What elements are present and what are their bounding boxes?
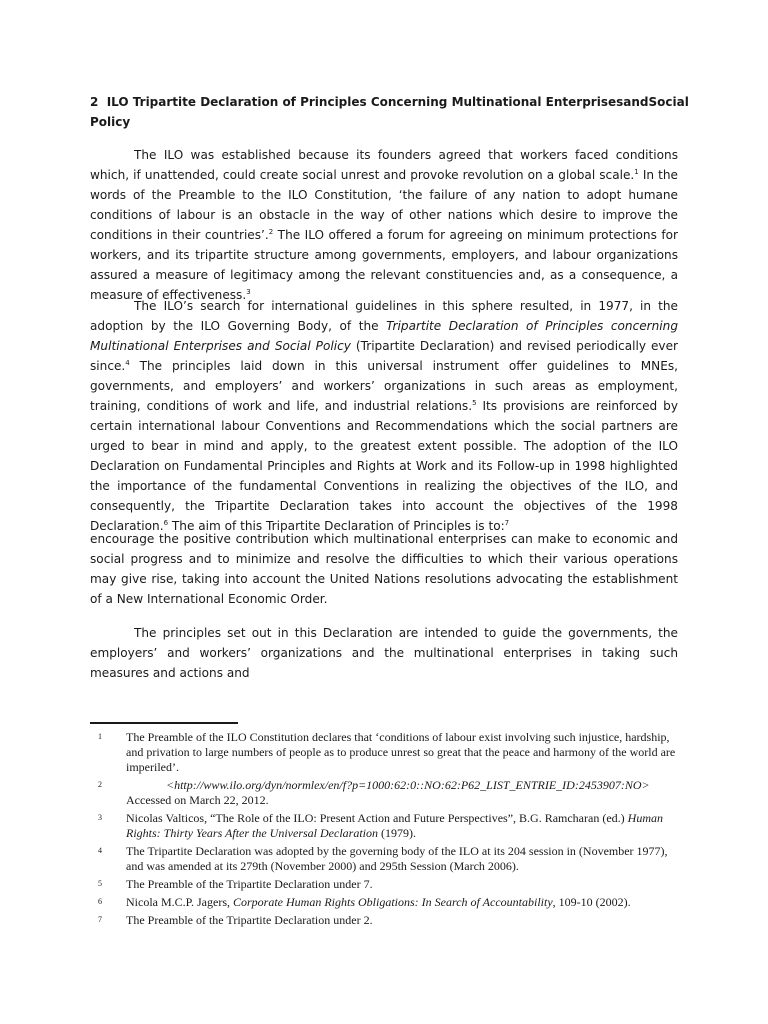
footnote-ref[interactable]: 1 [634,168,639,176]
footnote-5: 5 The Preamble of the Tripartite Declaration under 7. [98,877,373,891]
footnote-ref[interactable]: 2 [268,228,274,236]
declaration-title: Tripartite Declaration of Principles concerning Multinational Enterprises and Social Policy [90,319,678,353]
paragraph-1: The ILO was established because its founders agreed that workers faced conditions which, if unattended, could create social unrest and provoke revolution on a global scale.$^1$ In the words of the Preamble to the ILO Constitution, ‘the failure of any nation to adopt humane conditions of labour is an obstacle in the way of other nations which desire to improve the conditions in their countries’.$^2$ The ILO offered a forum for agreeing on minimum protections for workers, and its tripartite structure among governments, employers, and labour organizations assured a measure of legitimacy among the relevant constituencies and, as a consequence, a measure of effectiveness.$^3$ [90,148,678,302]
footnote-separator [90,722,238,724]
footnote-ref[interactable]: 3 [246,288,251,296]
footnotes [90,730,678,931]
footnote-6: 6 Nicola M.C.P. Jagers, Corporate Human Rights Obligations: In Search of Accountability, 109-10 (2002). [98,895,631,909]
footnote-link[interactable]: <http://www.ilo.org/dyn/normlex/en/f?p=1000:62:0::NO:62:P62_LIST_ENTRIE_ID:2453907:NO> [166,778,650,792]
footnote-ref[interactable]: 7 [504,519,510,527]
footnote-1: 1 The Preamble of the ILO Constitution declares that ‘conditions of labour exist involving such injustice, hardship, and privation to large numbers of people as to produce unrest so great that the peace and harmony of the world are imperiled’. [98,730,676,774]
footnote-3: 3 Nicolas Valticos, “The Role of the ILO: Present Action and Future Perspectives”, B.G. Ramcharan (ed.) Human Rights: Thirty Years After the Universal Declaration (1979). [98,811,663,840]
heading-word-and: and [623,95,649,109]
footnote-4: 4 The Tripartite Declaration was adopted by the governing body of the ILO at its 204 session in (November 1977), and was amended at its 279th (November 2000) and 295th Session (March 2006). [98,844,668,873]
heading-word-social: Social [648,95,689,109]
footnote-ref[interactable]: 4 [125,359,130,367]
block-quote: encourage the positive contribution which multinational enterprises can make to economic and social progress and to minimize and resolve the difficulties to which their various operations may give rise, taking into account the United Nations resolutions advocating the establishment of a New International Economic Order. [90,532,678,606]
footnote-ref[interactable]: 6 [163,519,169,527]
footnote-ref[interactable]: 5 [472,399,477,407]
paragraph-4: The principles set out in this Declaration are intended to guide the governments, the employers’ and workers’ organizations and the multinational enterprises in taking such measures and actions and [90,626,678,680]
footnote-7: 7 The Preamble of the Tripartite Declaration under 2. [98,913,373,927]
heading-title-line1: 2 ILO Tripartite Declaration of Principles Concerning Multinational Enterprises [90,95,624,109]
footnote-2: 2 <http://www.ilo.org/dyn/normlex/en/f?p=1000:62:0::NO:62:P62_LIST_ENTRIE_ID:2453907:NO> Accessed on March 22, 2012. [90,778,678,808]
heading-title-line2: Policy [90,115,131,129]
section-heading [90,92,689,132]
paragraph-2: The ILO’s search for international guidelines in this sphere resulted, in 1977, in the adoption by the ILO Governing Body, of the Tripartite Declaration of Principles concerning Multinational Enterprises and Social Policy (Tripartite Declaration) and revised periodically ever since.$^4$ The principles laid down in this universal instrument offer guidelines to MNEs, governments, and employers’ and workers’ organizations in such areas as employment, training, conditions of work and life, and industrial relations.$^5$ Its provisions are reinforced by certain international labour Conventions and Recommendations which the social partners are urged to bear in mind and apply, to the greatest extent possible. The adoption of the ILO Declaration on Fundamental Principles and Rights at Work and its Follow-up in 1998 highlighted the importance of the fundamental Conventions in realizing the objectives of the ILO, and consequently, the Tripartite Declaration takes into account the objectives of the 1998 Declaration.$^6$ The aim of this Tripartite Declaration of Principles is to:$^7$ [90,299,678,533]
